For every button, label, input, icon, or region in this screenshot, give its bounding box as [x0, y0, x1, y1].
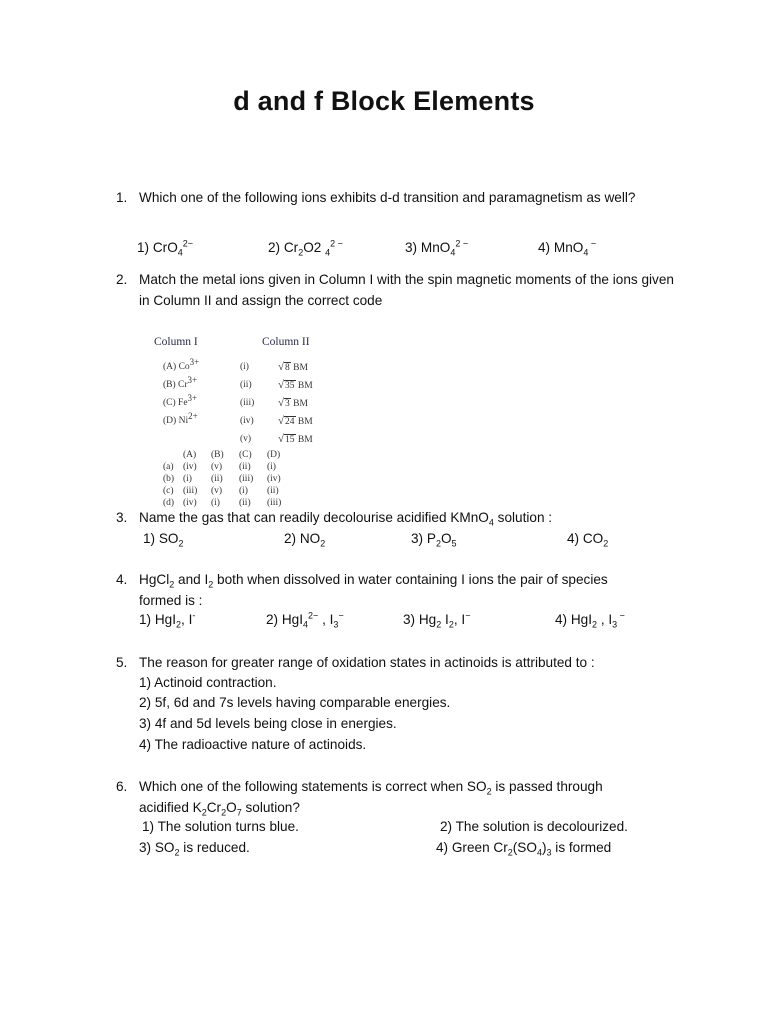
q5-option-3: 3) 4f and 5d levels being close in energies. — [139, 716, 397, 731]
q1-option-2: 2) $Cr_2O2$ $_4^{2 -}$ — [268, 238, 343, 258]
code-value: (i) — [211, 498, 220, 508]
q6-option-3: 3) $SO_2$ is reduced. — [139, 840, 250, 858]
question-text: Match the metal ions given in Column I with the spin magnetic moments of the ions given in Column II and assign the correct code — [139, 272, 674, 308]
code-value: (i) — [239, 486, 248, 496]
q3-option-3: 3) $P_2O_5$ — [411, 531, 457, 549]
moment-label: (v) — [240, 434, 252, 444]
column-match-figure — [150, 334, 350, 510]
q5-option-4: 4) The radioactive nature of actinoids. — [139, 737, 367, 752]
code-value: (i) — [267, 462, 276, 472]
moment-value: √24 BM — [278, 415, 313, 427]
moment-label: (ii) — [240, 380, 252, 390]
code-value: (iv) — [267, 474, 281, 484]
code-value: (ii) — [239, 498, 251, 508]
question-number: 4. — [116, 572, 128, 587]
code-option: (a) — [163, 462, 174, 472]
code-value: (v) — [211, 462, 223, 472]
ion-row: (C) $Fe^{3+}$ — [163, 393, 198, 409]
question-text: Name the gas that can readily decolourise acidified KMnO$_4$ solution : — [139, 510, 553, 528]
question-text: HgCl$_2$ and $I_2$ both when dissolved in water containing I ions the pair of species formed is : — [139, 572, 608, 608]
q3-option-1: 1) $SO_2$ — [143, 531, 184, 549]
code-header: (A) — [183, 450, 197, 460]
moment-label: (iii) — [240, 398, 255, 408]
q6-option-1: 1) The solution turns blue. — [142, 819, 299, 834]
code-header: (D) — [267, 450, 281, 460]
code-option: (b) — [163, 474, 175, 484]
moment-value: √3 BM — [278, 397, 308, 409]
q4-option-3: 3) $Hg_2$ $I_2$, I− — [403, 610, 471, 630]
code-value: (iii) — [239, 474, 254, 484]
q1-option-4: 4) MnO$_4$ − — [538, 238, 597, 258]
code-value: (ii) — [267, 486, 279, 496]
q5-option-1: 1) Actinoid contraction. — [139, 675, 277, 690]
q1-option-1: 1) CrO$_4^{2-}$ — [137, 238, 194, 258]
page-title: d and f Block Elements — [233, 86, 535, 116]
moment-label: (iv) — [240, 416, 254, 426]
code-value: (iv) — [183, 498, 197, 508]
code-value: (ii) — [211, 474, 223, 484]
q6-option-4: 4) Green $Cr_2(SO_4)_3$ is formed — [436, 840, 612, 858]
column-2-header: Column II — [262, 336, 310, 348]
question-5 — [116, 653, 676, 674]
moment-label: (i) — [240, 362, 249, 372]
ion-row: (D) $Ni^{2+}$ — [163, 411, 198, 427]
q5-option-2: 2) 5f, 6d and 7s levels having comparable energies. — [139, 695, 451, 710]
ion-row: (A) $Co^{3+}$ — [163, 357, 200, 373]
question-2 — [116, 270, 676, 311]
code-value: (i) — [183, 474, 192, 484]
question-6 — [116, 777, 676, 818]
q4-option-4: 4) HgI$_2$ , $I_3$ − — [555, 610, 625, 630]
column-1-header: Column I — [154, 336, 198, 348]
q3-option-4: 4) $CO_2$ — [567, 531, 609, 549]
q4-option-1: 1) HgI$_2$, I- — [139, 610, 196, 630]
question-number: 2. — [116, 272, 128, 287]
code-header: (B) — [211, 450, 224, 460]
code-option: (d) — [163, 498, 175, 508]
code-value: (ii) — [239, 462, 251, 472]
question-1 — [116, 188, 676, 209]
code-value: (iii) — [183, 486, 198, 496]
code-value: (iii) — [267, 498, 282, 508]
question-text: The reason for greater range of oxidation states in actinoids is attributed to : — [139, 655, 595, 670]
moment-value: √8 BM — [278, 361, 308, 373]
q6-option-2: 2) The solution is decolourized. — [440, 819, 628, 834]
code-value: (v) — [211, 486, 223, 496]
q1-option-3: 3) MnO$_4^{2 -}$ — [405, 238, 469, 258]
q4-option-2: 2) HgI$_4^{2-}$ , $I_3^-$ — [266, 610, 344, 630]
moment-value: √35 BM — [278, 379, 313, 391]
code-option: (c) — [163, 486, 174, 496]
q3-option-2: 2) $NO_2$ — [284, 531, 326, 549]
question-4 — [116, 570, 676, 611]
question-text: Which one of the following ions exhibits d-d transition and paramagnetism as well? — [139, 190, 636, 205]
question-text: Which one of the following statements is correct when $SO_2$ is passed through acidified $K_2Cr_2O_7$ solution? — [139, 779, 603, 818]
code-header: (C) — [239, 450, 252, 460]
ion-row: (B) $Cr^{3+}$ — [163, 375, 198, 391]
question-number: 5. — [116, 655, 128, 670]
question-number: 3. — [116, 510, 128, 525]
code-value: (iv) — [183, 462, 197, 472]
question-number: 1. — [116, 190, 128, 205]
moment-value: √15 BM — [278, 433, 313, 445]
question-number: 6. — [116, 779, 128, 794]
question-3 — [116, 508, 676, 529]
